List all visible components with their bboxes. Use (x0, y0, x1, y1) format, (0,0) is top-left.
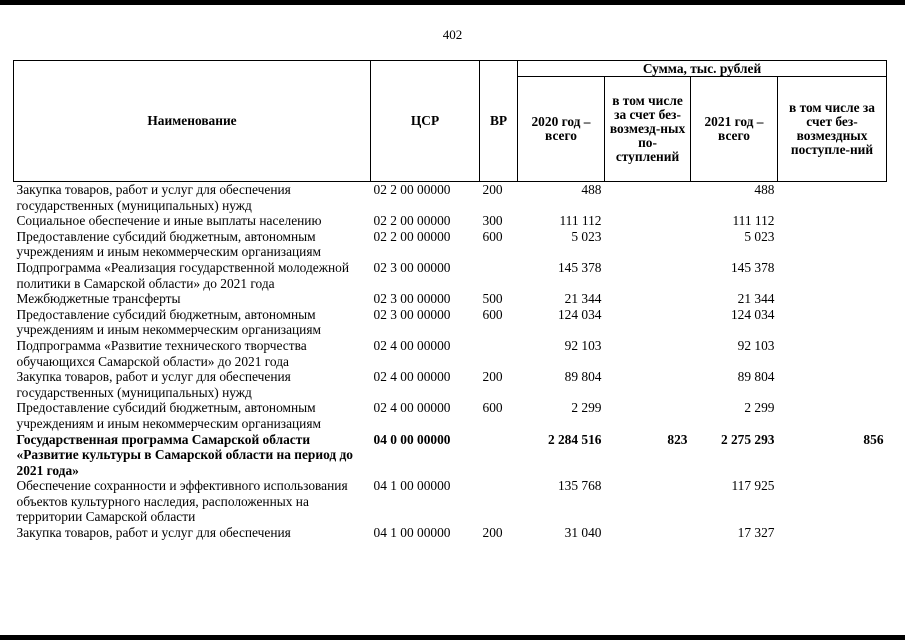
row-2021-nonrepayable (778, 307, 887, 338)
row-2020-total: 21 344 (564, 291, 602, 307)
row-2020-total: 5 023 (571, 228, 602, 244)
table-row (14, 213, 887, 229)
row-2021-nonrepayable: 856 (863, 431, 884, 447)
row-vr: 600 (482, 400, 503, 416)
table-row (14, 229, 887, 260)
table-row (14, 432, 887, 479)
row-2021-total: 5 023 (744, 228, 775, 244)
header-2021-nonrepayable: в том числе за счет без-возмездных поступле-ний (778, 77, 887, 182)
table-row (14, 400, 887, 431)
row-vr (480, 338, 518, 369)
row-csr: 02 3 00 00000 (373, 306, 451, 322)
row-2020-nonrepayable (605, 229, 691, 260)
header-csr: ЦСР (371, 61, 480, 182)
row-2020-nonrepayable (605, 338, 691, 369)
row-2020-total: 2 284 516 (547, 431, 602, 447)
row-2021-nonrepayable (778, 182, 887, 214)
row-2020-nonrepayable: 823 (667, 431, 688, 447)
row-name: Социальное обеспечение и иные выплаты населению (16, 213, 322, 229)
row-vr: 600 (482, 228, 503, 244)
row-name: Подпрограмма «Развитие технического творчества обучающихся Самарской области» до 2021 года (16, 337, 307, 369)
row-2021-nonrepayable (778, 260, 887, 291)
table-row (14, 525, 887, 541)
row-2021-nonrepayable (778, 525, 887, 541)
table-header (14, 61, 887, 182)
row-2020-total: 488 (581, 182, 602, 197)
row-vr: 600 (482, 306, 503, 322)
row-2021-nonrepayable (778, 478, 887, 525)
row-2021-total: 17 327 (737, 525, 775, 541)
page-number: 402 (442, 27, 463, 42)
row-2020-nonrepayable (605, 525, 691, 541)
row-csr: 04 1 00 00000 (373, 525, 451, 541)
row-2021-total: 2 275 293 (720, 431, 775, 447)
header-2020-nonrepayable: в том числе за счет без-возмезд-ных по-ступлений (605, 77, 691, 182)
table-row (14, 369, 887, 400)
row-vr (480, 478, 518, 525)
row-name: Подпрограмма «Реализация государственной молодежной политики в Самарской области» до 2021 года (16, 259, 349, 291)
row-vr: 300 (482, 213, 503, 229)
row-csr: 02 3 00 00000 (373, 291, 451, 307)
row-2021-nonrepayable (778, 338, 887, 369)
row-name: Закупка товаров, работ и услуг для обеспечения государственных (муниципальных) нужд (16, 369, 291, 400)
row-name: Закупка товаров, работ и услуг для обеспечения (16, 525, 291, 541)
row-name: Закупка товаров, работ и услуг для обеспечения государственных (муниципальных) нужд (16, 182, 291, 213)
row-2020-total: 111 112 (559, 213, 602, 229)
row-2021-nonrepayable (778, 229, 887, 260)
row-csr: 02 2 00 00000 (373, 213, 451, 229)
row-2021-nonrepayable (778, 213, 887, 229)
row-2020-nonrepayable (605, 213, 691, 229)
header-sum-group: Сумма, тыс. рублей (518, 61, 887, 77)
row-2021-nonrepayable (778, 291, 887, 307)
row-name: Предоставление субсидий бюджетным, автономным учреждениям и иным некоммерческим организациям (16, 400, 321, 431)
row-csr: 02 2 00 00000 (373, 228, 451, 244)
row-2021-total: 92 103 (737, 337, 775, 353)
row-2021-total: 488 (754, 182, 775, 197)
row-2021-total: 89 804 (737, 369, 775, 385)
row-2021-total: 111 112 (732, 213, 775, 229)
bottom-rule (0, 635, 905, 640)
row-2021-total: 2 299 (744, 400, 775, 416)
row-2021-total: 124 034 (730, 306, 775, 322)
row-2020-total: 2 299 (571, 400, 602, 416)
row-name: Обеспечение сохранности и эффективного использования объектов культурного наследия, расположенных на территории Самарской области (16, 478, 348, 525)
header-vr: ВР (480, 61, 518, 182)
row-csr: 04 1 00 00000 (373, 478, 451, 494)
row-2020-nonrepayable (605, 369, 691, 400)
budget-table (13, 60, 887, 541)
row-csr: 02 4 00 00000 (373, 369, 451, 385)
row-2021-total: 117 925 (731, 478, 775, 494)
row-2020-nonrepayable (605, 260, 691, 291)
table-body (14, 182, 887, 541)
row-name: Государственная программа Самарской области «Развитие культуры в Самарской области на период до 2021 года» (16, 431, 353, 478)
row-2020-total: 135 768 (557, 478, 602, 494)
row-2020-total: 31 040 (564, 525, 602, 541)
top-rule (0, 0, 905, 5)
row-2020-total: 124 034 (557, 306, 602, 322)
row-2020-nonrepayable (605, 182, 691, 214)
table-row (14, 478, 887, 525)
table-row (14, 260, 887, 291)
table-row (14, 182, 887, 214)
row-vr: 200 (482, 525, 503, 541)
row-csr: 02 3 00 00000 (373, 259, 451, 275)
row-vr: 200 (482, 182, 503, 197)
row-vr: 200 (482, 369, 503, 385)
row-name: Межбюджетные трансферты (16, 291, 181, 307)
row-2021-total: 145 378 (730, 259, 775, 275)
table-row (14, 338, 887, 369)
row-2020-nonrepayable (605, 400, 691, 431)
table-row (14, 291, 887, 307)
table-row (14, 307, 887, 338)
row-2020-total: 89 804 (564, 369, 602, 385)
header-2020-total: 2020 год – всего (518, 77, 605, 182)
row-name: Предоставление субсидий бюджетным, автономным учреждениям и иным некоммерческим организациям (16, 228, 321, 260)
row-2021-nonrepayable (778, 400, 887, 431)
row-2020-total: 92 103 (564, 337, 602, 353)
row-2021-nonrepayable (778, 369, 887, 400)
row-csr: 04 0 00 00000 (373, 431, 451, 447)
header-2021-total: 2021 год – всего (691, 77, 778, 182)
row-vr (480, 260, 518, 291)
row-2020-nonrepayable (605, 307, 691, 338)
row-2020-nonrepayable (605, 291, 691, 307)
row-name: Предоставление субсидий бюджетным, автономным учреждениям и иным некоммерческим организациям (16, 306, 321, 338)
row-csr: 02 2 00 00000 (373, 182, 451, 197)
row-csr: 02 4 00 00000 (373, 400, 451, 416)
header-name: Наименование (14, 61, 371, 182)
row-vr (480, 432, 518, 479)
row-csr: 02 4 00 00000 (373, 337, 451, 353)
row-2020-nonrepayable (605, 478, 691, 525)
row-2021-total: 21 344 (737, 291, 775, 307)
row-2020-total: 145 378 (557, 259, 602, 275)
row-vr: 500 (482, 291, 503, 307)
